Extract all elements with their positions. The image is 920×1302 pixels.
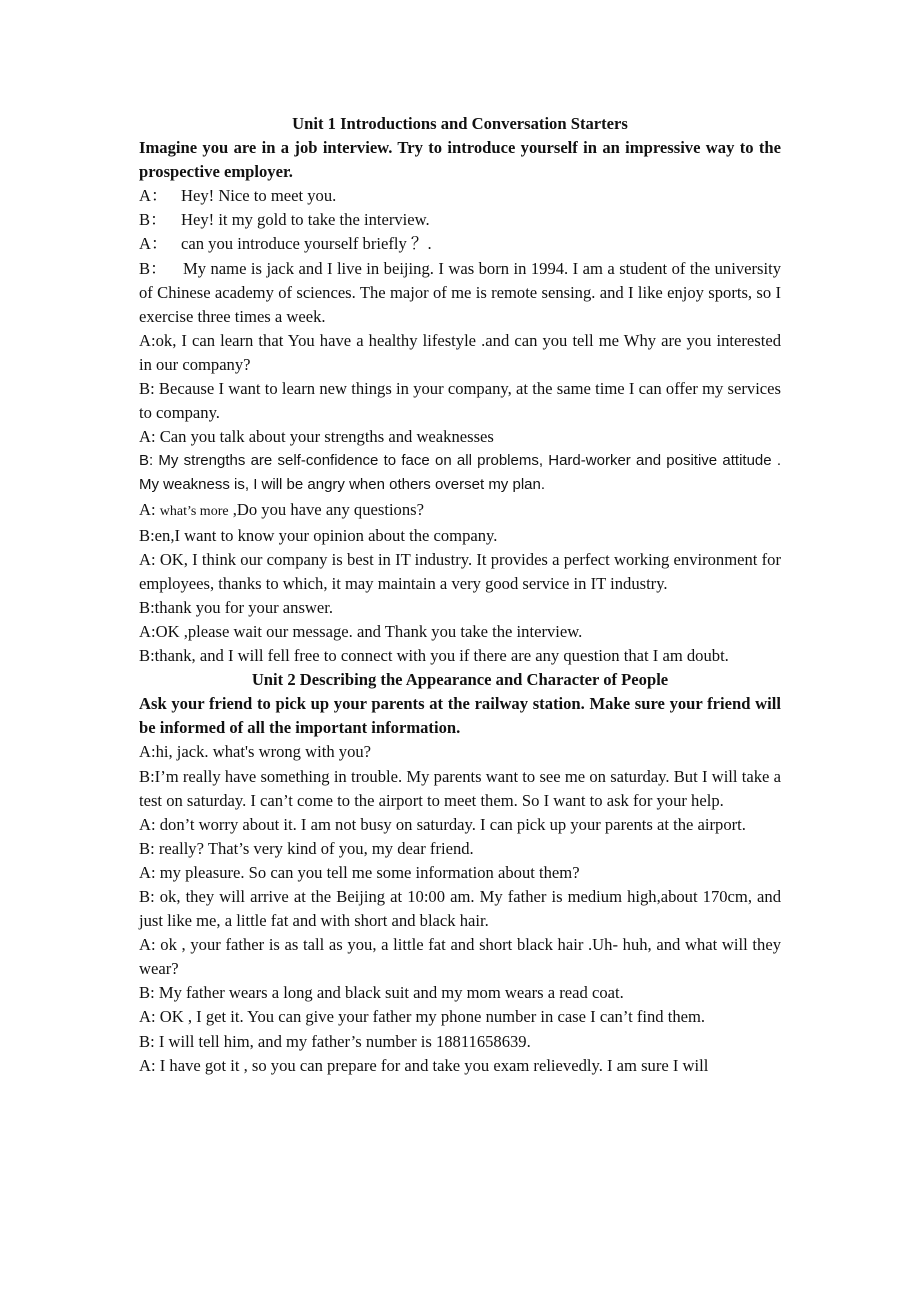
dialogue-line: [139, 208, 781, 232]
dialogue-line: B: ok, they will arrive at the Beijing at 10:00 am. My father is medium high,about 170cm, and just like me, a little fat and with short and black hair.: [139, 887, 781, 931]
line-text: ,Do you have any questions?: [228, 499, 424, 519]
dialogue-line: B: really? That’s very kind of you, my dear friend.: [139, 838, 474, 858]
line-text: can you introduce yourself briefly ？.: [181, 234, 432, 254]
dialogue-line: A:hi, jack. what's wrong with you?: [139, 742, 372, 762]
line-prefix: A:: [139, 499, 160, 519]
dialogue-line: B: Because I want to learn new things in your company, at the same time I can offer my services to company.: [139, 379, 781, 423]
dialogue-line: A:ok, I can learn that You have a healthy lifestyle .and can you tell me Why are you interested in our company?: [139, 330, 781, 374]
dialogue-line: B: My strengths are self-confidence to face on all problems, Hard-worker and positive attitude . My weakness is, I will be angry when others overset my plan.: [139, 452, 781, 494]
dialogue-line: A: ok , your father is as tall as you, a little fat and short black hair .Uh- huh, and what will they wear?: [139, 935, 781, 979]
dialogue-line: B: My father wears a long and black suit and my mom wears a read coat.: [139, 983, 624, 1003]
dialogue-line: A: OK, I think our company is best in IT industry. It provides a perfect working environment for employees, thanks to which, it may maintain a very good service in IT industry.: [139, 549, 781, 593]
line-text: Hey! Nice to meet you.: [181, 186, 337, 206]
speaker-label: B：: [139, 258, 167, 278]
dialogue-line: B:I’m really have something in trouble. My parents want to see me on saturday. But I will take a test on saturday. I can’t come to the airport to meet them. So I want to ask for your help.: [139, 766, 781, 810]
line-text: Hey! it my gold to take the interview.: [181, 210, 430, 230]
dialogue-line: A: Can you talk about your strengths and weaknesses: [139, 427, 494, 447]
unit2-title: Unit 2 Describing the Appearance and Character of People: [251, 670, 669, 690]
unit1-title: Unit 1 Introductions and Conversation Starters: [292, 114, 628, 133]
speaker-label: B：: [139, 210, 167, 230]
dialogue-line: B:thank, and I will fell free to connect with you if there are any question that I am doubt.: [139, 646, 729, 666]
dialogue-line: A: OK , I get it. You can give your father my phone number in case I can’t find them.: [139, 1007, 706, 1027]
line-small-text: what’s more: [159, 503, 229, 519]
dialogue-line: A: I have got it , so you can prepare for and take you exam relievedly. I am sure I will: [139, 1055, 709, 1075]
dialogue-line: [139, 257, 781, 329]
document-page: [139, 112, 781, 1078]
dialogue-line: [139, 498, 781, 524]
dialogue-line: A: don’t worry about it. I am not busy on saturday. I can pick up your parents at the airport.: [139, 814, 746, 834]
dialogue-line: [139, 232, 781, 256]
line-text: My name is jack and I live in beijing. I was born in 1994. I am a student of the university of Chinese academy of sciences. The major of me is remote sensing. and I like enjoy sports, so I exercise three times a week.: [139, 258, 781, 326]
speaker-label: A：: [139, 234, 168, 254]
speaker-label: A：: [139, 186, 168, 206]
dialogue-line: B: I will tell him, and my father’s number is 18811658639.: [139, 1031, 531, 1051]
dialogue-line: B:thank you for your answer.: [139, 597, 334, 617]
dialogue-line: A: my pleasure. So can you tell me some information about them?: [139, 862, 580, 882]
dialogue-line: [139, 184, 781, 208]
unit2-prompt: Ask your friend to pick up your parents at the railway station. Make sure your friend will be informed of all the important information.: [139, 694, 781, 738]
unit1-prompt: Imagine you are in a job interview. Try to introduce yourself in an impressive way to the prospective employer.: [139, 138, 781, 182]
dialogue-line: B:en,I want to know your opinion about the company.: [139, 525, 498, 545]
dialogue-line: A:OK ,please wait our message. and Thank you take the interview.: [139, 621, 583, 641]
